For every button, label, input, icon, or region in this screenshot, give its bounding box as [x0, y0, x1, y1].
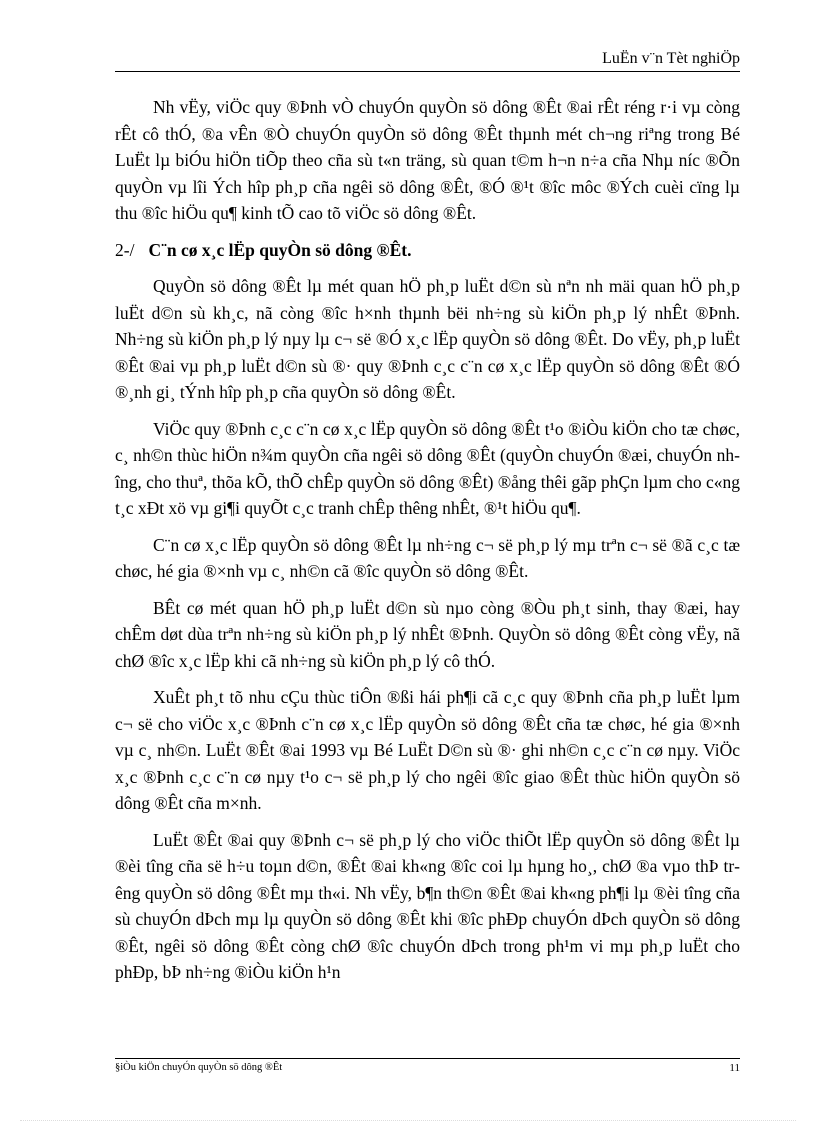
paragraph: Nh vËy, viÖc quy ®Þnh vÒ chuyÓn quyÒn sö dông ®Êt ®ai rÊt réng r·i vµ còng rÊt cô thÓ, ®a vÊn ®Ò chuyÓn quyÒn sö dông ®Êt thµnh mét ch¬ng riªng trong Bé LuËt lµ biÓu hiÖn tiÕp theo cña sù t«n träng, sù quan t©m h¬n n÷a cña Nhµ níc ®Õn quyÒn vµ lîi Ých hîp ph¸p cña ngêi sö dông ®Êt, ®Ó ®¹t ®îc môc ®Ých cuèi cïng lµ thu ®îc hiÖu qu¶ kinh tÕ cao tõ viÖc sö dông ®Êt. — [115, 97, 740, 223]
page-number: 11 — [729, 1062, 740, 1074]
paragraph: QuyÒn sö dông ®Êt lµ mét quan hÖ ph¸p luËt d©n sù nªn nh mäi quan hÖ ph¸p luËt d©n sù kh¸c, nã còng ®îc h×nh thµnh bëi nh÷ng sù kiÖn ph¸p lý nhÊt ®Þnh. Nh÷ng sù kiÖn ph¸p lý nµy lµ c¬ së ®Ó x¸c lËp quyÒn sö dông ®Êt. Do vËy, ph¸p luËt ®Êt ®ai vµ ph¸p luËt d©n sù ®· quy ®Þnh c¸c c¨n cø x¸c lËp quyÒn sö dông ®Êt ®Ó ®¸nh gi¸ tÝnh hîp ph¸p cña quyÒn sö dông ®Êt. — [115, 276, 740, 402]
running-header: LuËn v¨n Tèt nghiÖp — [602, 50, 740, 67]
section-heading — [115, 237, 740, 264]
section-number: 2-/ — [115, 239, 135, 260]
paragraph: XuÊt ph¸t tõ nhu cÇu thùc tiÔn ®ßi hái ph¶i cã c¸c quy ®Þnh cña ph¸p luËt lµm c¬ së cho viÖc x¸c ®Þnh c¨n cø x¸c lËp quyÒn sö dông ®Êt cña tæ chøc, hé gia ®×nh vµ c¸ nh©n. LuËt ®Êt ®ai 1993 vµ Bé LuËt D©n sù ®· ghi nh©n c¸c c¨n cø nµy. ViÖc x¸c ®Þnh c¸c c¨n cø nµy t¹o c¬ së ph¸p lý cho ngêi ®îc giao ®Êt thùc hiÖn quyÒn sö dông ®Êt cña m×nh. — [115, 687, 740, 813]
header-rule — [115, 71, 740, 72]
paragraph: ViÖc quy ®Þnh c¸c c¨n cø x¸c lËp quyÒn sö dông ®Êt t¹o ®iÒu kiÖn cho tæ chøc, c¸ nh©n thùc hiÖn n¾m quyÒn cña ngêi sö dông ®Êt (quyÒn chuyÓn ®æi, chuyÓn nhîng, cho thuª, thõa kÕ, thÕ chÊp quyÒn sö dông ®Êt) ®ång thêi gãp phÇn lµm cho c«ng t¸c xÐt xö vµ gi¶i quyÕt c¸c tranh chÊp thêng nhÊt, ®¹t hiÖu qu¶. — [115, 418, 740, 518]
paragraph: LuËt ®Êt ®ai quy ®Þnh c¬ së ph¸p lý cho viÖc thiÕt lËp quyÒn sö dông ®Êt lµ ®èi tîng cña së h÷u toµn d©n, ®Êt ®ai kh«ng ®îc coi lµ hµng ho¸, chØ ®a vµo thÞ trêng quyÒn sö dông ®Êt mµ th«i. Nh vËy, b¶n th©n ®Êt ®ai kh«ng ph¶i lµ ®èi tîng cña sù chuyÓn dÞch mµ lµ quyÒn sö dông ®Êt khi ®îc phÐp chuyÓn dÞch quyÒn sö dông ®Êt, ngêi sö dông ®Êt còng chØ ®îc chuyÓn dÞch trong ph¹m vi mµ ph¸p luËt cho phÐp, bÞ nh÷ng ®iÒu kiÖn h¹n — [115, 829, 740, 982]
footer-title: §iÒu kiÖn chuyÓn quyÒn sö dông ®Êt — [115, 1062, 283, 1073]
paragraph: BÊt cø mét quan hÖ ph¸p luËt d©n sù nµo còng ®Òu ph¸t sinh, thay ®æi, hay chÊm døt dùa trªn nh÷ng sù kiÖn ph¸p lý nhÊt ®Þnh. QuyÒn sö dông ®Êt còng vËy, nã chØ ®îc x¸c lËp khi cã nh÷ng sù kiÖn ph¸p lý cô thÓ. — [115, 597, 740, 671]
section-title: C¨n cø x¸c lËp quyÒn sö dông ®Êt. — [148, 239, 412, 260]
footer-rule — [115, 1058, 740, 1059]
body-text — [115, 94, 740, 996]
paragraph: C¨n cø x¸c lËp quyÒn sö dông ®Êt lµ nh÷ng c¬ së ph¸p lý mµ trªn c¬ së ®ã c¸c tæ chøc, hé gia ®×nh vµ c¸ nh©n cã ®îc quyÒn sö dông ®Êt. — [115, 534, 740, 581]
page-boundary — [20, 1120, 796, 1121]
running-footer — [115, 1062, 740, 1074]
